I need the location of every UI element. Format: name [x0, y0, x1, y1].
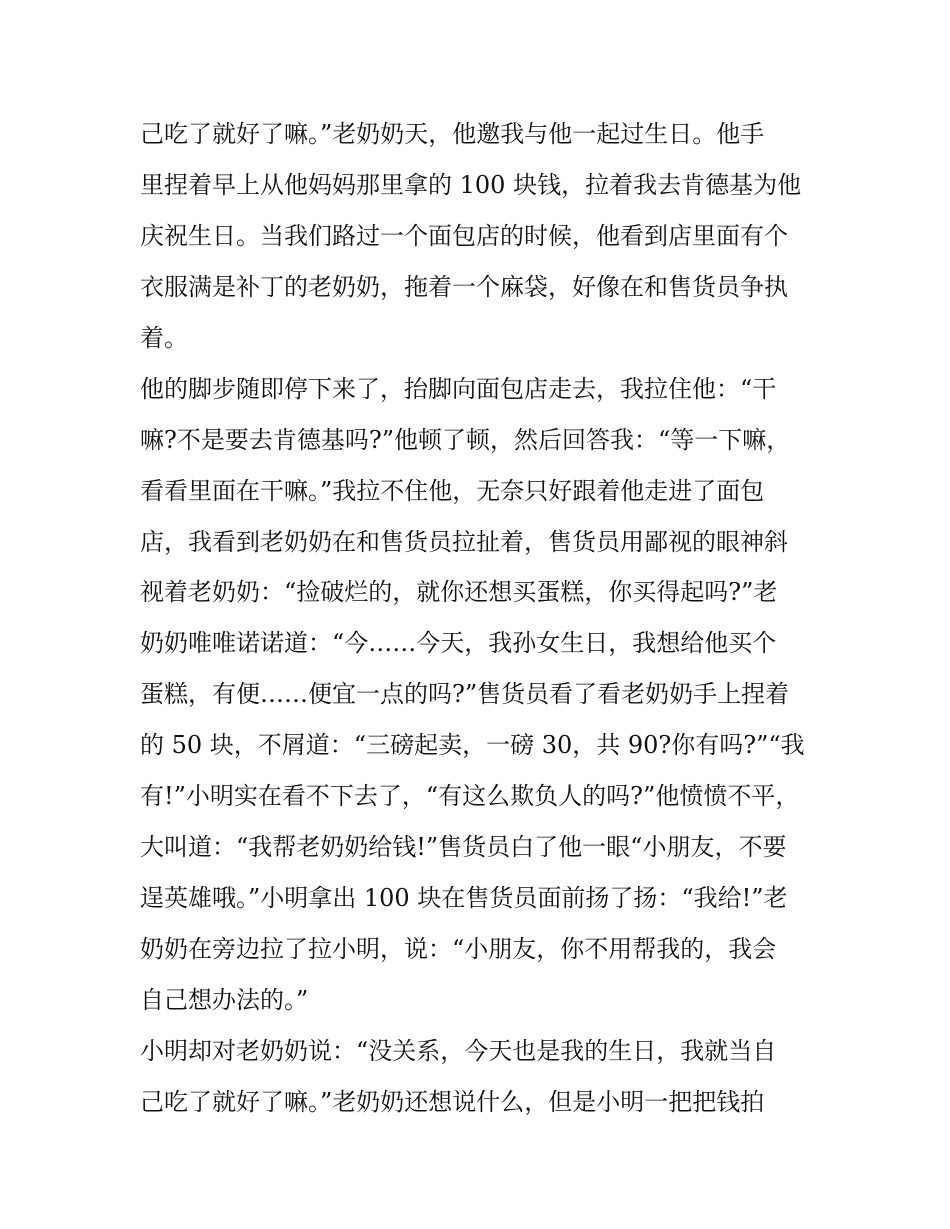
text-line: 逞英雄哦。”小明拿出 100 块在售货员面前扬了扬：“我给!”老 [140, 884, 788, 913]
text-line: 里捏着早上从他妈妈那里拿的 100 块钱，拉着我去肯德基为他 [140, 170, 802, 199]
text-line: 视着老奶奶：“捡破烂的，就你还想买蛋糕，你买得起吗?”老 [140, 578, 778, 607]
text-line: 奶奶唯唯诺诺道：“今……今天，我孙女生日，我想给他买个 [140, 629, 777, 658]
text-line: 他的脚步随即停下来了，抬脚向面包店走去，我拉住他：“干 [140, 374, 777, 403]
text-line: 有!”小明实在看不下去了，“有这么欺负人的吗?”他愤愤不平， [140, 782, 800, 811]
text-line: 己吃了就好了嘛。”老奶奶天，他邀我与他一起过生日。他手 [140, 120, 765, 148]
text-line: 着。 [140, 323, 188, 352]
text-line: 大叫道：“我帮老奶奶给钱!”售货员白了他一眼“小朋友，不要 [140, 833, 787, 862]
text-line: 己吃了就好了嘛。”老奶奶还想说什么，但是小明一把把钱拍 [140, 1087, 765, 1116]
text-line: 小明却对老奶奶说：“没关系，今天也是我的生日，我就当自 [140, 1036, 777, 1065]
body-text [140, 109, 820, 1128]
text-line: 的 50 块，不屑道：“三磅起卖，一磅 30，共 90?你有吗?”“我 [140, 731, 805, 760]
text-line: 衣服满是补丁的老奶奶，拖着一个麻袋，好像在和售货员争执 [140, 272, 788, 301]
text-line: 蛋糕，有便……便宜一点的吗?”售货员看了看老奶奶手上捏着 [140, 680, 790, 709]
text-line: 自己想办法的。” [140, 985, 309, 1014]
text-line: 奶奶在旁边拉了拉小明，说：“小朋友，你不用帮我的，我会 [140, 935, 777, 963]
text-line: 看看里面在干嘛。”我拉不住他，无奈只好跟着他走进了面包 [140, 476, 765, 505]
text-line: 庆祝生日。当我们路过一个面包店的时候，他看到店里面有个 [140, 221, 788, 250]
text-line: 店，我看到老奶奶在和售货员拉扯着，售货员用鄙视的眼神斜 [140, 527, 788, 556]
text-line: 嘛?不是要去肯德基吗?”他顿了顿，然后回答我：“等一下嘛， [140, 425, 791, 454]
